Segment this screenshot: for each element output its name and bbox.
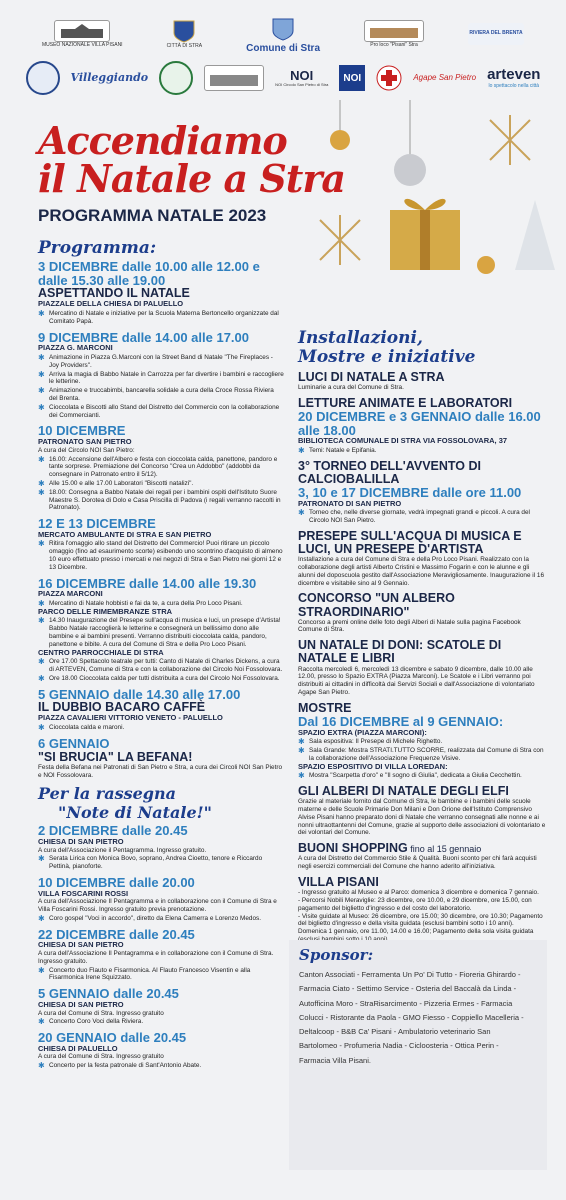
citta-di-stra-logo: CITTÀ DI STRA xyxy=(167,18,203,50)
sponsor-line: Canton Associati - Ferramenta Un Po' Di Tutto - Fioreria Ghirardo - xyxy=(299,970,521,979)
left-event-date: 16 DICEMBRE dalle 14.00 alle 19.30 xyxy=(38,575,257,591)
seal-logo xyxy=(26,61,60,95)
riviera-del-brenta-logo: RIVIERA DEL BRENTA xyxy=(468,23,524,46)
villa-icon xyxy=(54,20,110,42)
left-event-bullet: ✱ Arriva la magia di Babbo Natale in Carrozza per far divertire i bambini e raccogliere le letterine. xyxy=(38,371,284,387)
right-event-title: 3° TORNEO DELL'AVVENTO DI CALCIOBALILLA xyxy=(298,458,481,486)
rassegna-event-date: 22 DICEMBRE dalle 20.45 xyxy=(38,926,195,942)
rassegna-event-place: CHIESA DI SAN PIETRO xyxy=(38,999,124,1009)
right-event-place: SPAZIO ESPOSITIVO DI VILLA LOREDAN: xyxy=(298,761,448,771)
left-events xyxy=(38,260,284,779)
left-event-bullet: ✱ Alle 15.00 e alle 17.00 Laboratori "Biscotti natalizi". xyxy=(38,480,284,488)
right-event-title: LUCI DI NATALE A STRA xyxy=(298,370,445,384)
right-event-title: BUONI SHOPPING fino al 15 gennaio xyxy=(298,841,482,856)
right-event-text: - Ingresso gratuito al Museo e al Parco: domenica 3 dicembre e domenica 7 gennaio. - Percorsi Nobili Meraviglie: 23 dicembre, ore 10.00, e 29 dicembre, ore 15.00, con pagamento del biglietto d'ingresso e del costo del laboratorio. - Visite guidate al Museo: 26 dicembre, ore 15.00; 30 dicembre, ore 10.30; Pagamento del biglietto d'ingresso e della visita guidata (esclusi bambini sotto i 10 anni). Domenica 1 gennaio, ore 11.00, 14.00 e 16.00; Pagamento della sola visita guidata xyxy=(298,889,543,936)
right-column xyxy=(298,326,546,949)
page-subtitle: PROGRAMMA NATALE 2023 xyxy=(38,206,267,225)
right-event-bullet: ✱ Mostra "Scarpetta d'oro" e "Il sogno di Giulia", dedicata a Giulia Cecchettin. xyxy=(298,772,546,780)
villa-building-logo xyxy=(204,65,264,92)
sponsor-heading: Sponsor: xyxy=(299,946,374,964)
left-event-title: ASPETTANDO IL NATALE xyxy=(38,286,190,301)
left-event-place: PATRONATO SAN PIETRO xyxy=(38,437,132,447)
right-event xyxy=(298,530,546,588)
rassegna-event-bullet: ✱ Serata Lirica con Monica Bovo, soprano, Andrea Cioetto, tenore e Riccardo Pettinà, pianoforte. xyxy=(38,855,284,871)
programma-heading: Programma: xyxy=(38,238,157,258)
comune-di-stra-logo: Comune di Stra xyxy=(246,15,320,54)
right-event xyxy=(298,397,546,455)
arteven-logo: arteven lo spettacolo nella città xyxy=(487,66,541,89)
right-event-title: MOSTRE xyxy=(298,700,352,715)
logo-row-top xyxy=(0,12,566,56)
sponsor-box xyxy=(289,940,547,1170)
crest-icon xyxy=(270,15,296,43)
right-event xyxy=(298,702,546,780)
right-events xyxy=(298,371,546,944)
sponsor-line: Farmacia Villa Pisani. xyxy=(299,1055,371,1065)
right-event-place: SPAZIO EXTRA (PIAZZA MARCONI): xyxy=(298,727,427,737)
left-event-bullet: ✱ 16.00: Accensione dell'Albero e festa con cioccolata calda, panettone, pandoro e tante sorprese. Premiazione del Concorso "Crea un Addobbo" (addobbi da consegnare in Patronato entro il 5/12). xyxy=(38,456,284,479)
left-event-bullet: ✱ Cioccolata calda e maroni. xyxy=(38,724,284,732)
left-event xyxy=(38,331,284,420)
right-event-title: PRESEPE SULL'ACQUA DI MUSICA E LUCI, UN PRESEPE D'ARTISTA xyxy=(298,528,522,557)
left-event-date: 10 DICEMBRE xyxy=(38,423,126,439)
villa-icon xyxy=(204,65,264,91)
left-event-place: PARCO DELLE RIMEMBRANZE STRA xyxy=(38,606,173,616)
left-event xyxy=(38,737,284,779)
right-event-text: A cura del Distretto del Commercio Stile & Qualità. Buoni sconto per chi farà acquisti negli esercizi commerciali del Comune che hanno aderito all'iniziativa. xyxy=(298,855,537,871)
left-event-bullet: ✱ Animazione in Piazza G.Marconi con la Street Band di Natale "The Fireplaces - Joy Providers". xyxy=(38,354,284,370)
left-event-bullet: ✱ Ore 17.00 Spettacolo teatrale per tutti: Canto di Natale di Charles Dickens, a cura di ARTEVEN, Comune di Stra e con la collaborazione del Circolo Noi Fossolovara. xyxy=(38,658,284,674)
right-event-date: 3, 10 e 17 DICEMBRE dalle ore 11.00 xyxy=(298,485,522,501)
right-event-title: LETTURE ANIMATE E LABORATORI xyxy=(298,395,513,410)
left-event-bullet: ✱ Cioccolata e Biscotti allo Stand del Distretto del Commercio con la collaborazione dei Commercianti. xyxy=(38,404,284,420)
left-event xyxy=(38,517,284,572)
right-event-date: 20 DICEMBRE e 3 GENNAIO dalle 16.00 alle 18.00 xyxy=(298,409,541,438)
rassegna-event-date: 2 DICEMBRE dalle 20.45 xyxy=(38,823,188,839)
left-event-date: 12 E 13 DICEMBRE xyxy=(38,516,156,532)
seal-icon xyxy=(26,61,60,95)
left-event-place: PIAZZA G. MARCONI xyxy=(38,343,113,353)
right-event-place: PATRONATO DI SAN PIETRO xyxy=(298,498,402,508)
rassegna-event-bullet: ✱ Concerto duo Flauto e Fisarmonica. Al Flauto Francesco Visentin e alla Fisarmonica Irene Squizzato. xyxy=(38,967,284,983)
rassegna-event-place: CHIESA DI SAN PIETRO xyxy=(38,940,124,950)
pro-loco-pisani-logo: Pro loco "Pisani" Stra xyxy=(364,20,424,49)
noi-logo: NOI xyxy=(339,65,365,91)
right-event-bullet: ✱ Sala espositiva: Il Presepe di Michele Righetto. xyxy=(298,738,546,746)
right-event-text: Concorso a premi online delle foto degli Alberi di Natale sulla pagina Facebook Comune di Stra. xyxy=(298,618,521,634)
right-event-bullet: ✱ Torneo che, nelle diverse giornate, vedrà impegnati grandi e piccoli. A cura del Circolo NOI San Pietro. xyxy=(298,509,546,525)
rassegna-event-text: A cura dell'Associazione Il Pentagramma e in collaborazione con il Comune di Stra e Villa Foscarini Rossi. Ingresso gratuito previa prenotazione. xyxy=(38,898,277,914)
right-event-title: GLI ALBERI DI NATALE DEGLI ELFI xyxy=(298,784,509,799)
villeggiando-logo: Villeggiando xyxy=(70,70,149,84)
museo-villa-pisani-logo: MUSEO NAZIONALE VILLA PISANI xyxy=(42,20,123,49)
left-event xyxy=(38,260,284,326)
right-event-text: Grazie al materiale fornito dal Comune di Stra, le bambine e i bambini delle scuole materne e delle Scuole Primarie Don Milani e Don Orione dell'Istituto Comprensivo Alvise Pisani hanno preparato doni di Natale che verranno consegnati alle nonne e ai nonni ultraottantenni del Comune, grazie al supporto delle associazioni di volontariato e dei volontari del Comune. xyxy=(298,798,546,837)
left-event-place: PIAZZA MARCONI xyxy=(38,589,103,599)
right-event-text: Installazione a cura del Comune di Stra e della Pro Loco Pisani. Realizzato con la collaborazione degli artisti Alberto Cristini e Massimo Fogarin e con le alunne e gli alunni del doposcuola gestito dall'Associazione Meravigliosamente. Inaugurazione il 16 dicembre e visitabile sino al 9 Gennaio. xyxy=(298,556,544,587)
seal-icon xyxy=(159,61,193,95)
left-event xyxy=(38,577,284,683)
left-event-bullet: ✱ Ore 18.00 Cioccolata calda per tutti distribuita a cura del Circolo Noi Fossolovara. xyxy=(38,675,284,683)
right-event-bullet: ✱ Sala Grande: Mostra STRATI.TUTTO SCORRE, realizzata dal Comune di Stra con la collaborazione dell'Associazione Frequenze Visive. xyxy=(298,747,546,763)
right-event xyxy=(298,592,546,634)
rassegna-event xyxy=(38,928,284,983)
green-seal-logo xyxy=(159,61,193,95)
rassegna-subheading: "Note di Natale!" xyxy=(58,803,212,823)
rassegna-event-place: VILLA FOSCARINI ROSSI xyxy=(38,888,129,898)
left-event-place: PIAZZA CAVALIERI VITTORIO VENETO - PALUELLO xyxy=(38,713,223,723)
left-event-bullet: ✱ Mercatino di Natale hobbisti e fai da te, a cura della Pro Loco Pisani. xyxy=(38,600,284,608)
rassegna-event-text: A cura del Comune di Stra. Ingresso gratuito xyxy=(38,1053,164,1061)
right-event-date: Dal 16 DICEMBRE al 9 GENNAIO: xyxy=(298,713,504,729)
right-event xyxy=(298,842,546,871)
noi-san-pietro-logo: NOI NOI Circolo San Pietro di Stra xyxy=(275,67,329,87)
right-event xyxy=(298,639,546,697)
crest-icon xyxy=(171,18,197,44)
right-event xyxy=(298,371,546,392)
left-event-place: MERCATO AMBULANTE DI STRA E SAN PIETRO xyxy=(38,529,212,539)
left-column xyxy=(38,236,284,1075)
rassegna-event xyxy=(38,987,284,1026)
left-event-bullet: ✱ 14.30 Inaugurazione del Presepe sull'acqua di musica e luci, un presepe d'Artista! Babbo Natale raccoglierà le letterine e consegnerà un bellissimo dono alle bambine e ai bambini presenti. Verranno distribuiti cioccolata calda, pandoro, panettone e bibite. A cura del Comune di Stra e della Pro Loco Pisani. xyxy=(38,617,284,648)
left-event-date: 9 DICEMBRE dalle 14.00 alle 17.00 xyxy=(38,329,249,345)
left-event-bullet: ✱ 18.00: Consegna a Babbo Natale dei regali per i bambini ospiti dell'Istituto Suore Maestre S. Dorotea di Dolo e Casa Priscilla di Padova (i regali verranno raccolti in Patronato). xyxy=(38,489,284,512)
title-line-1: Accendiamo xyxy=(38,118,287,163)
rassegna-event-bullet: ✱ Coro gospel "Voci in accordo", diretto da Elena Camerra e Lorenzo Medos. xyxy=(38,915,284,923)
sponsor-line: Colucci - Ristorante da Paola - GMO Fiesso - Coppiello Macelleria - xyxy=(299,1012,524,1022)
right-event-text: Raccolta mercoledì 6, mercoledì 13 dicembre e sabato 9 dicembre, dalle 10.00 alle 12.00, presso lo Spazio EXTRA (Piazza Marconi). Le Scatole e i Libri verranno poi distribuiti ai cittadini in difficoltà dai Servizi Sociali e dall'Associazione di volontariato Agape San Pietro. xyxy=(298,665,535,696)
left-event-date: 3 DICEMBRE dalle 10.00 alle 12.00 e dalle 15.30 alle 19.00 xyxy=(38,259,260,288)
installazioni-heading: Installazioni, xyxy=(298,328,423,348)
rassegna-event-text: A cura dell'Associazione Il Pentagramma e in collaborazione con il Comune di Stra. Ingresso gratuito. xyxy=(38,949,274,965)
left-event-date: 6 GENNAIO xyxy=(38,735,110,751)
rassegna-event-date: 10 DICEMBRE dalle 20.00 xyxy=(38,875,195,891)
sponsor-line: Farmacia Ciato - Settimo Service - Osteria del Baccalà da Linda - xyxy=(299,984,517,994)
red-cross-icon xyxy=(376,65,402,91)
left-event-bullet: ✱ Animazione e truccabimbi, bancarella solidale a cura della Croce Rossa Riviera del Brenta. xyxy=(38,387,284,403)
rassegna-event-text: A cura del Comune di Stra. Ingresso gratuito xyxy=(38,1009,164,1017)
right-event-title: UN NATALE DI DONI: SCATOLE DI NATALE E LIBRI xyxy=(298,638,502,666)
rassegna-heading: Per la rassegna xyxy=(38,784,176,804)
left-event-title: "SI BRUCIA" LA BEFANA! xyxy=(38,749,193,764)
left-event-place: CENTRO PARROCCHIALE DI STRA xyxy=(38,647,164,657)
rassegna-event xyxy=(38,824,284,871)
rassegna-event-bullet: ✱ Concerto per la festa patronale di Sant'Antonio Abate. xyxy=(38,1062,284,1070)
croce-rossa-logo xyxy=(376,65,402,91)
villa-icon xyxy=(364,20,424,42)
right-event-title: CONCORSO "UN ALBERO STRAORDINARIO" xyxy=(298,591,455,619)
left-event-bullet: ✱ Mercatino di Natale e iniziative per la Scuola Materna Bertoncello organizzate dal Comitato Papà. xyxy=(38,310,284,326)
title-line-2: il Natale a Stra xyxy=(38,156,345,201)
left-event xyxy=(38,424,284,512)
rassegna-event-date: 20 GENNAIO dalle 20.45 xyxy=(38,1030,187,1046)
rassegna-event-place: CHIESA DI SAN PIETRO xyxy=(38,836,124,846)
sponsor-line: Deltalcoop - B&B Ca' Pisani - Ambulatorio veterinario San xyxy=(299,1027,491,1036)
rassegna-event-place: CHIESA DI PALUELLO xyxy=(38,1043,118,1053)
rassegna-event-bullet: ✱ Concerto Coro Voci della Riviera. xyxy=(38,1018,284,1026)
logo-row-bottom xyxy=(0,60,566,96)
right-event xyxy=(298,460,546,525)
agape-logo: Agape San Pietro xyxy=(413,72,477,82)
right-event-title: VILLA PISANI xyxy=(298,875,379,889)
left-event-bullet: ✱ Ritira l'omaggio allo stand del Distretto del Commercio! Puoi ritirare un piccolo omaggio (fino ad esaurimento scorte) esibendo uno scontrino d'acquisto di almeno 10 euro effettuato presso i mercati e nei negozi di Stra e San Pietro nei giorni 12 e 13 Dicembre. xyxy=(38,540,284,571)
right-event-text: Luminarie a cura del Comune di Stra. xyxy=(298,384,404,392)
sponsor-line: Autofficina Moro - StraRisarcimento - Pizzeria Ermes - Farmacia xyxy=(299,998,513,1008)
left-event-text: A cura del Circolo NOI San Pietro: xyxy=(38,446,135,454)
left-event-title: IL DUBBIO BACARO CAFFÈ xyxy=(38,700,206,715)
sponsor-line: Bartolomeo - Profumeria Nadia - Cicloosteria - Ottica Perin - xyxy=(299,1041,499,1051)
installazioni-subheading: Mostre e iniziative xyxy=(298,347,476,367)
rassegna-event xyxy=(38,1031,284,1070)
left-event-date: 5 GENNAIO dalle 14.30 alle 17.00 xyxy=(38,686,241,702)
left-event-place: PIAZZALE DELLA CHIESA DI PALUELLO xyxy=(38,299,184,309)
right-event xyxy=(298,876,546,944)
rassegna-event-text: A cura dell'Associazione il Pentagramma. Ingresso gratuito. xyxy=(38,846,207,854)
right-event xyxy=(298,785,546,837)
sponsor-list xyxy=(299,968,537,1068)
left-event-text: Festa della Befana nei Patronati di San Pietro e Stra, a cura dei Circoli NOI San Pietro e NOI Fossolovara. xyxy=(38,763,283,779)
rassegna-event xyxy=(38,876,284,923)
right-event-title-suffix: fino al 15 gennaio xyxy=(407,844,482,855)
rassegna-events xyxy=(38,824,284,1070)
right-event-place: BIBLIOTECA COMUNALE DI STRA VIA FOSSOLOVARA, 37 xyxy=(298,436,508,446)
left-event xyxy=(38,688,284,732)
right-event-bullet: ✱ Temi: Natale e Epifania. xyxy=(298,447,546,455)
rassegna-event-date: 5 GENNAIO dalle 20.45 xyxy=(38,986,179,1002)
